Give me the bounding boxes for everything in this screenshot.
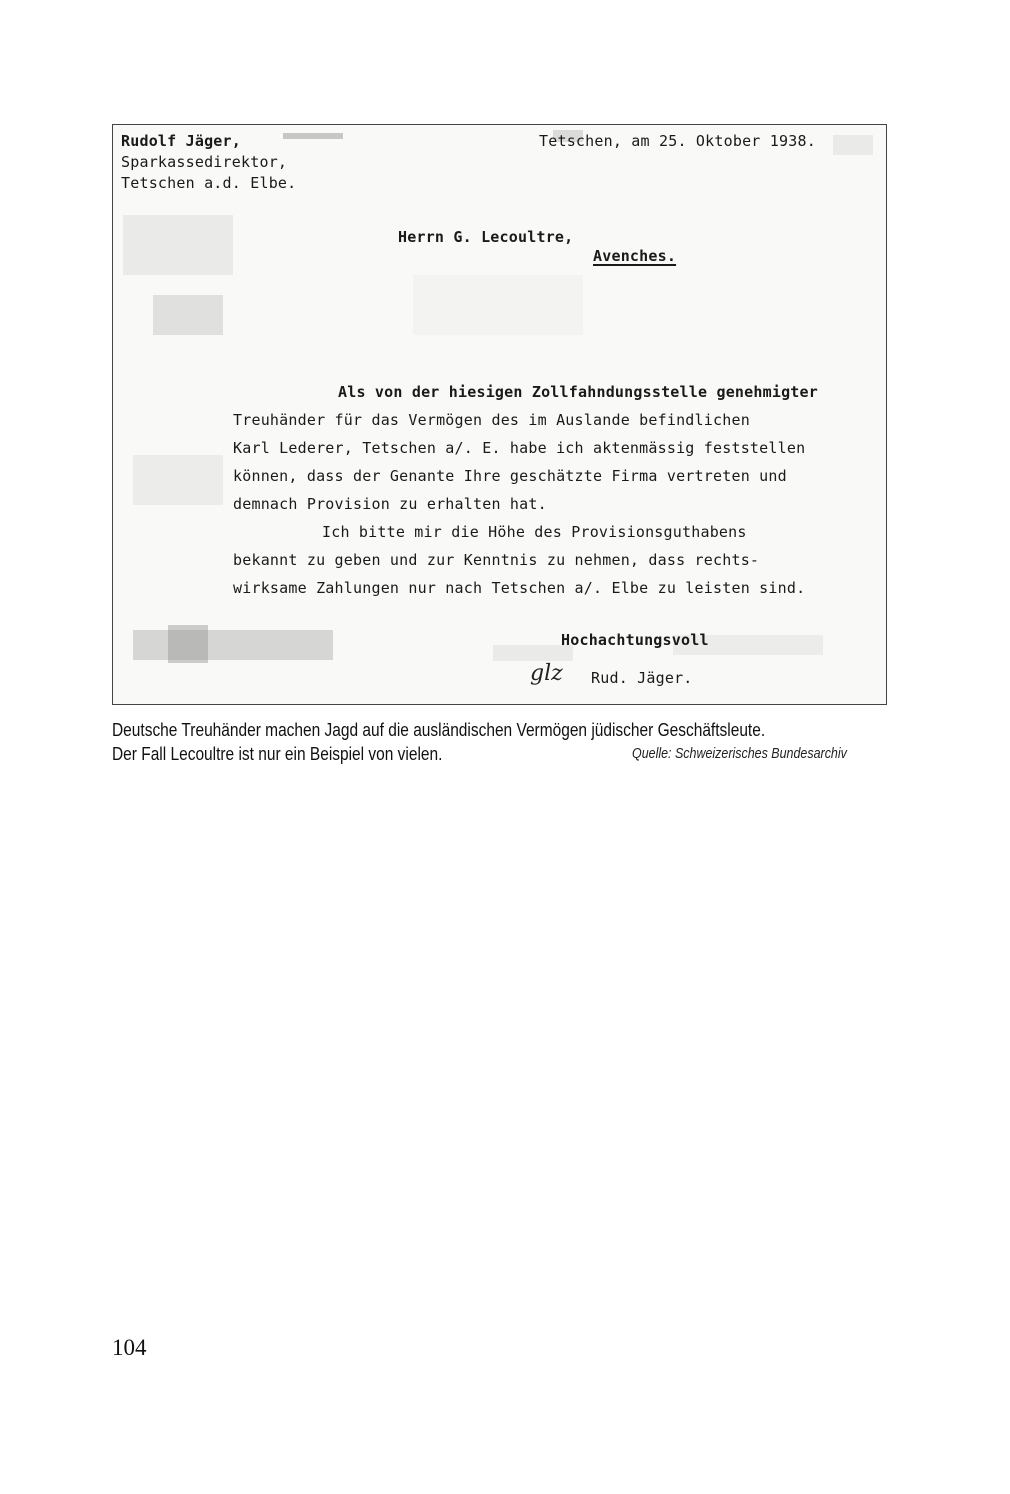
letter-date: Tetschen, am 25. Oktober 1938. <box>539 132 816 150</box>
letter-facsimile <box>112 124 887 705</box>
recipient-name: Herrn G. Lecoultre, <box>398 228 574 246</box>
signature: Rud. Jäger. <box>591 669 693 687</box>
sender-title: Sparkassedirektor, <box>121 153 288 171</box>
body-line-6: Ich bitte mir die Höhe des Provisionsguthabens <box>322 523 747 541</box>
page-number: 104 <box>112 1335 147 1360</box>
body-line-2: Treuhänder für das Vermögen des im Auslande befindlichen <box>233 411 750 429</box>
sender-name: Rudolf Jäger, <box>121 132 241 150</box>
initials-mark: glz <box>530 661 563 686</box>
body-line-5: demnach Provision zu erhalten hat. <box>233 495 547 513</box>
caption-source: Quelle: Schweizerisches Bundesarchiv <box>632 746 847 762</box>
caption-line-2: Der Fall Lecoultre ist nur ein Beispiel von vielen. <box>112 744 443 764</box>
caption-line-1: Deutsche Treuhänder machen Jagd auf die ausländischen Vermögen jüdischer Geschäftsleute. <box>112 720 766 740</box>
body-line-1: Als von der hiesigen Zollfahndungsstelle genehmigter <box>338 383 818 401</box>
body-line-8: wirksame Zahlungen nur nach Tetschen a/. Elbe zu leisten sind. <box>233 579 806 597</box>
body-line-7: bekannt zu geben und zur Kenntnis zu nehmen, dass rechts- <box>233 551 760 569</box>
body-line-3: Karl Lederer, Tetschen a/. E. habe ich aktenmässig feststellen <box>233 439 806 457</box>
closing: Hochachtungsvoll <box>561 631 709 649</box>
sender-city: Tetschen a.d. Elbe. <box>121 174 297 192</box>
recipient-city: Avenches. <box>593 247 677 265</box>
body-line-4: können, dass der Genante Ihre geschätzte Firma vertreten und <box>233 467 787 485</box>
